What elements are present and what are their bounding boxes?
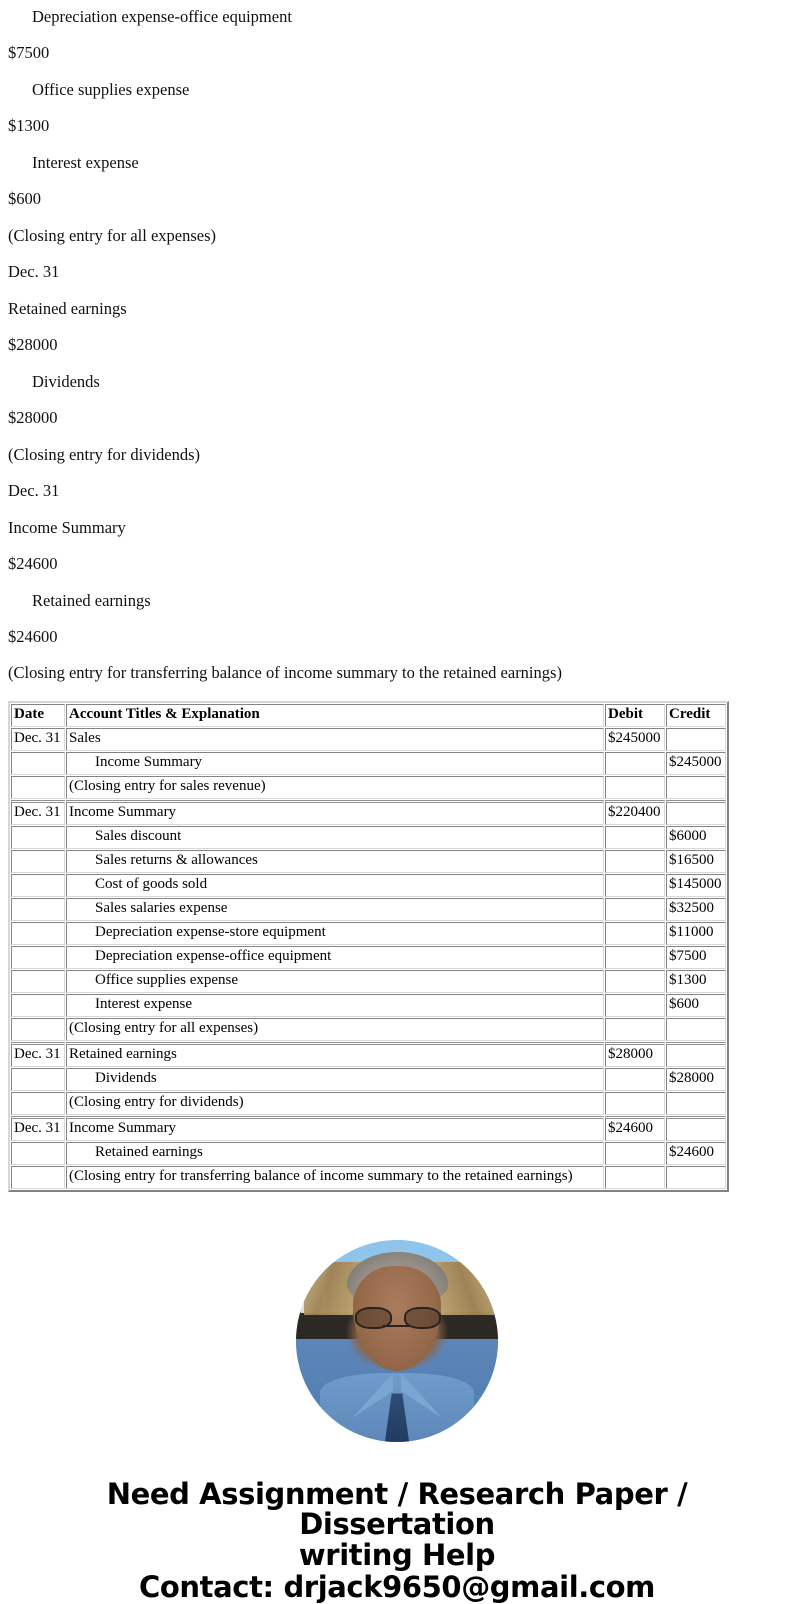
- narrative-line: Interest expense: [32, 152, 139, 172]
- cell-date: [11, 776, 65, 799]
- cell-account: Income Summary: [66, 752, 604, 775]
- background-wood-left: [304, 1262, 352, 1315]
- narrative-line: Retained earnings: [32, 590, 151, 610]
- table-row: [11, 1166, 726, 1189]
- table-row: [11, 922, 726, 945]
- cell-credit: $32500: [666, 898, 726, 921]
- table-row: [11, 850, 726, 873]
- cell-debit: $220400: [605, 800, 665, 825]
- cell-debit: [605, 752, 665, 775]
- narrative-line: Dec. 31: [8, 262, 60, 282]
- cell-debit: $245000: [605, 728, 665, 751]
- narrative-line: Depreciation expense-office equipment: [32, 7, 292, 26]
- avatar-block: [0, 1240, 794, 1447]
- cell-credit: [666, 1018, 726, 1041]
- cell-debit: [605, 1018, 665, 1041]
- narrative-line: $600: [8, 189, 41, 209]
- cell-credit: $7500: [666, 946, 726, 969]
- table-row: [11, 946, 726, 969]
- cell-debit: [605, 1142, 665, 1165]
- cell-date: [11, 922, 65, 945]
- cell-date: [11, 1142, 65, 1165]
- promo-footer: [0, 1476, 794, 1604]
- cell-date: [11, 850, 65, 873]
- cell-date: [11, 874, 65, 897]
- table-row: [11, 1042, 726, 1067]
- cell-debit: [605, 874, 665, 897]
- cell-date: Dec. 31: [11, 800, 65, 825]
- cell-date: [11, 826, 65, 849]
- cell-credit: $6000: [666, 826, 726, 849]
- narrative-line: (Closing entry for all expenses): [8, 225, 217, 245]
- cell-credit: $1300: [666, 970, 726, 993]
- table-row: [11, 874, 726, 897]
- cell-debit: $28000: [605, 1042, 665, 1067]
- cell-date: [11, 970, 65, 993]
- cell-account: Interest expense: [66, 994, 604, 1017]
- cell-account: Dividends: [66, 1068, 604, 1091]
- narrative-text-block: [0, 8, 794, 683]
- table-row: [11, 776, 726, 799]
- table-row: [11, 752, 726, 775]
- narrative-line: Office supplies expense: [32, 79, 190, 99]
- cell-account: (Closing entry for sales revenue): [66, 776, 604, 799]
- cell-account: Sales: [66, 728, 604, 751]
- cell-account: Retained earnings: [66, 1142, 604, 1165]
- cell-credit: [666, 1116, 726, 1141]
- cell-date: [11, 994, 65, 1017]
- table-row: [11, 1018, 726, 1041]
- cell-debit: [605, 970, 665, 993]
- cell-debit: [605, 1092, 665, 1115]
- table-row: [11, 1068, 726, 1091]
- cell-date: [11, 752, 65, 775]
- cell-debit: [605, 946, 665, 969]
- cell-date: [11, 1018, 65, 1041]
- cell-account: Income Summary: [66, 1116, 604, 1141]
- cell-date: [11, 1092, 65, 1115]
- table-row: [11, 826, 726, 849]
- table-row: [11, 728, 726, 751]
- narrative-line: $28000: [8, 408, 58, 428]
- cell-credit: [666, 1166, 726, 1189]
- cell-account: (Closing entry for all expenses): [66, 1018, 604, 1041]
- cell-account: Depreciation expense-office equipment: [66, 946, 604, 969]
- narrative-line: $24600: [8, 554, 58, 574]
- cell-debit: $24600: [605, 1116, 665, 1141]
- cell-debit: [605, 898, 665, 921]
- column-header-account: Account Titles & Explanation: [66, 704, 604, 727]
- cell-debit: [605, 922, 665, 945]
- table-row: [11, 1116, 726, 1141]
- narrative-line: $1300: [8, 116, 50, 136]
- cell-credit: $245000: [666, 752, 726, 775]
- cell-credit: $28000: [666, 1068, 726, 1091]
- table-row: [11, 970, 726, 993]
- cell-credit: $600: [666, 994, 726, 1017]
- narrative-line: $24600: [8, 626, 58, 646]
- journal-entry-table: [8, 701, 729, 1192]
- cell-debit: [605, 994, 665, 1017]
- cell-account: Sales returns & allowances: [66, 850, 604, 873]
- column-header-credit: Credit: [666, 704, 726, 727]
- cell-date: Dec. 31: [11, 1042, 65, 1067]
- cell-credit: $24600: [666, 1142, 726, 1165]
- background-wood-right: [441, 1262, 494, 1315]
- narrative-line: (Closing entry for dividends): [8, 444, 201, 464]
- avatar: [296, 1240, 498, 1442]
- cell-debit: [605, 826, 665, 849]
- cell-debit: [605, 1166, 665, 1189]
- cell-account: Sales discount: [66, 826, 604, 849]
- cell-date: [11, 1166, 65, 1189]
- cell-account: Office supplies expense: [66, 970, 604, 993]
- cell-debit: [605, 776, 665, 799]
- narrative-line: Dividends: [32, 371, 100, 391]
- table-row: [11, 1142, 726, 1165]
- cell-account: Depreciation expense-store equipment: [66, 922, 604, 945]
- cell-debit: [605, 850, 665, 873]
- narrative-line: Income Summary: [8, 517, 126, 537]
- cell-account: Sales salaries expense: [66, 898, 604, 921]
- cell-credit: [666, 776, 726, 799]
- cell-date: Dec. 31: [11, 728, 65, 751]
- cell-credit: $11000: [666, 922, 726, 945]
- promo-line-1: Need Assignment / Research Paper / Dissertation: [106, 1476, 688, 1542]
- table-row: [11, 898, 726, 921]
- cell-credit: $145000: [666, 874, 726, 897]
- narrative-line: $28000: [8, 335, 58, 355]
- cell-account: Retained earnings: [66, 1042, 604, 1067]
- table-header: [11, 704, 726, 727]
- column-header-debit: Debit: [605, 704, 665, 727]
- cell-account: (Closing entry for transferring balance of income summary to the retained earnings): [66, 1166, 604, 1189]
- table-row: [11, 994, 726, 1017]
- promo-line-2: writing Help: [298, 1537, 496, 1572]
- promo-line-3: Contact: drjack9650@gmail.com: [139, 1570, 655, 1604]
- narrative-line: $7500: [8, 43, 50, 63]
- cell-debit: [605, 1068, 665, 1091]
- glasses-bridge: [383, 1325, 411, 1327]
- cell-account: (Closing entry for dividends): [66, 1092, 604, 1115]
- journal-table-wrapper: [0, 701, 794, 1192]
- cell-date: [11, 898, 65, 921]
- cell-date: Dec. 31: [11, 1116, 65, 1141]
- cell-credit: [666, 1042, 726, 1067]
- cell-credit: [666, 1092, 726, 1115]
- column-header-date: Date: [11, 704, 65, 727]
- cell-account: Income Summary: [66, 800, 604, 825]
- cell-date: [11, 946, 65, 969]
- table-row: [11, 1092, 726, 1115]
- narrative-line: Retained earnings: [8, 298, 127, 318]
- table-header-row: [11, 704, 726, 727]
- cell-credit: [666, 800, 726, 825]
- cell-date: [11, 1068, 65, 1091]
- table-body: [11, 728, 726, 1189]
- cell-credit: $16500: [666, 850, 726, 873]
- cell-account: Cost of goods sold: [66, 874, 604, 897]
- cell-credit: [666, 728, 726, 751]
- narrative-line: (Closing entry for transferring balance of income summary to the retained earnings): [8, 663, 562, 683]
- table-row: [11, 800, 726, 825]
- narrative-line: Dec. 31: [8, 481, 60, 501]
